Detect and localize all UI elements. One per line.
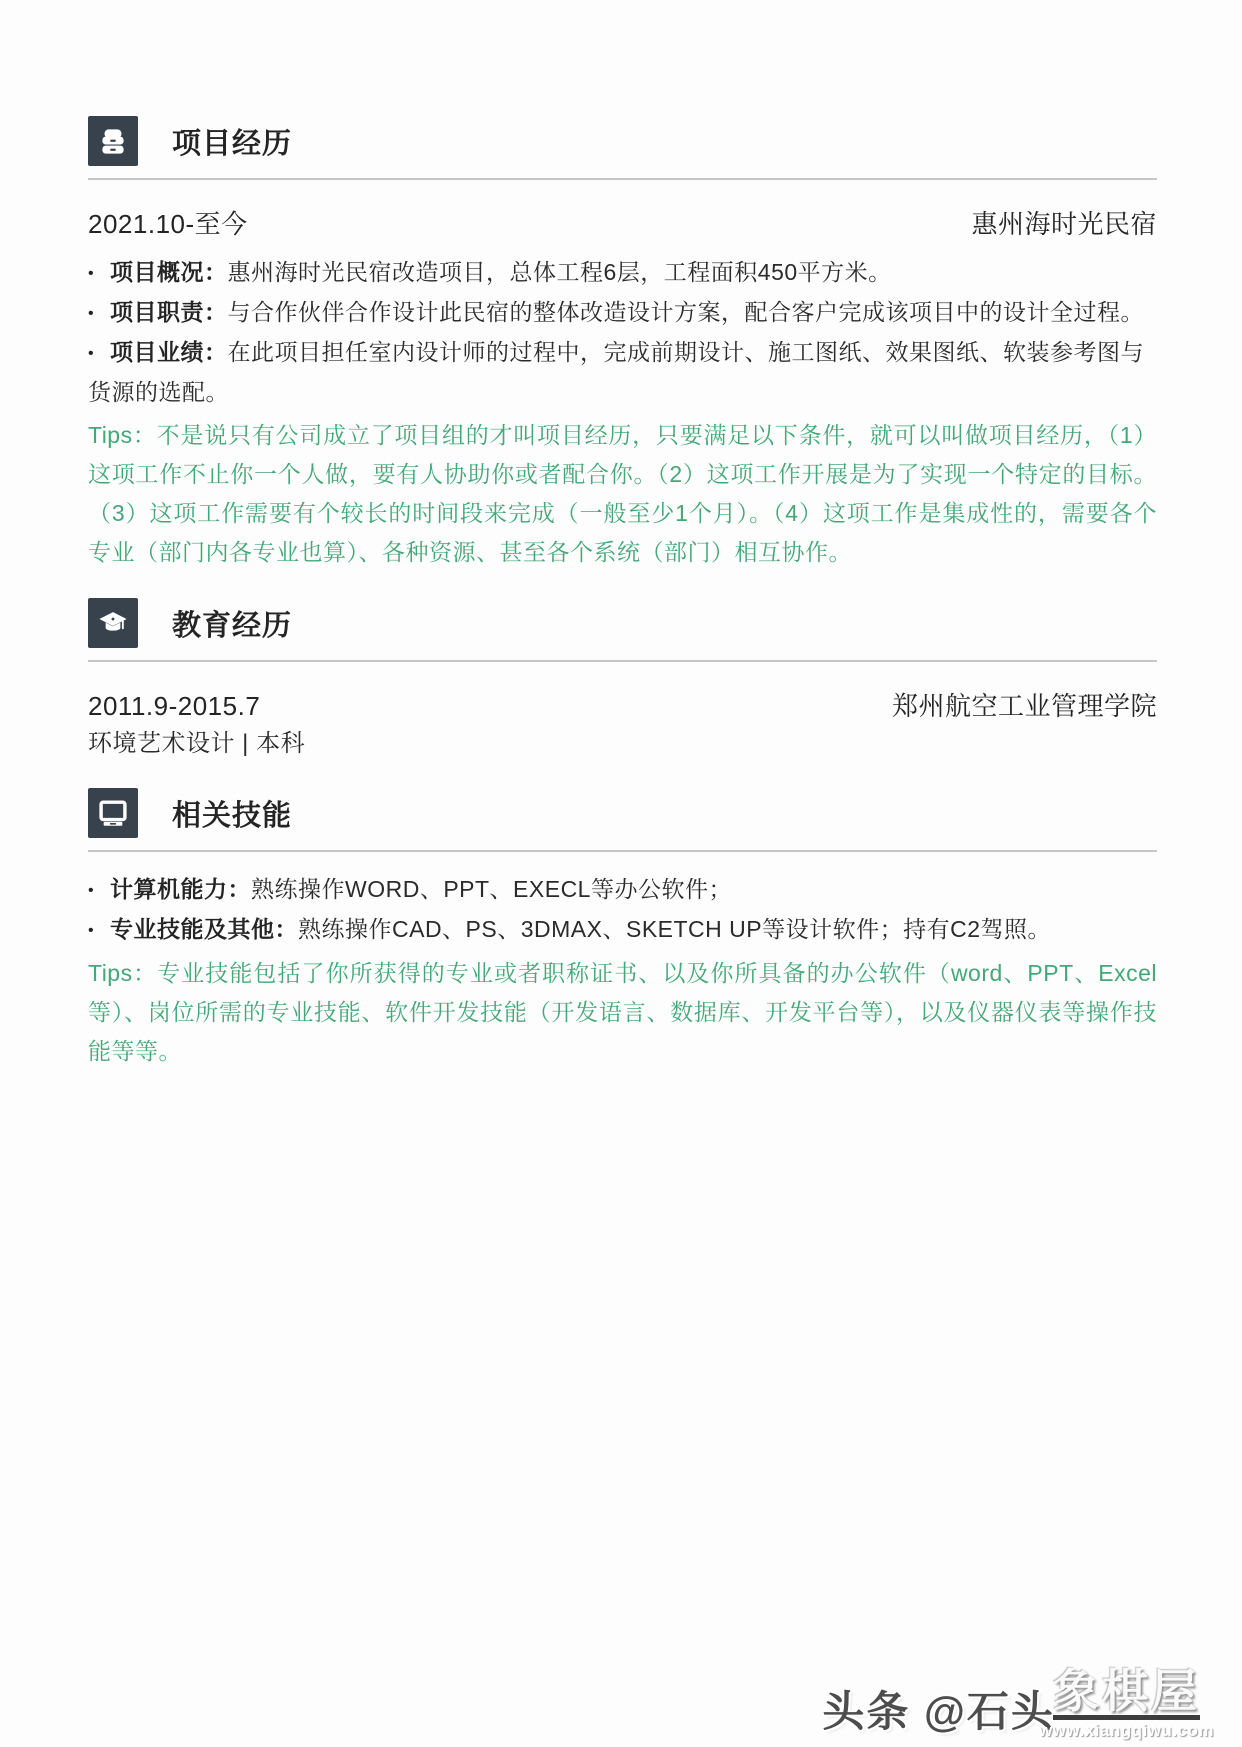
education-icon-box	[88, 598, 138, 648]
project-icon-box	[88, 116, 138, 166]
bullet-label: 专业技能及其他：	[110, 916, 298, 942]
project-company: 惠州海时光民宿	[971, 209, 1157, 239]
education-school: 郑州航空工业管理学院	[891, 691, 1157, 721]
project-section-divider	[88, 178, 1157, 180]
bullet-text: 惠州海时光民宿改造项目，总体工程6层，工程面积450平方米。	[227, 259, 892, 285]
skills-section-title: 相关技能	[172, 799, 293, 832]
watermark-brand: 象棋屋	[1053, 1668, 1200, 1720]
education-section-header	[88, 598, 1157, 648]
project-section-header	[88, 116, 1157, 166]
project-bullet-achievement	[88, 333, 1157, 412]
bullet-text: 熟练操作CAD、PS、3DMAX、SKETCH UP等设计软件；持有C2驾照。	[298, 916, 1052, 942]
skills-bullet-professional	[88, 910, 1157, 950]
bullet-dot: •	[88, 305, 95, 322]
project-bullets	[88, 253, 1157, 412]
bullet-text: 在此项目担任室内设计师的过程中，完成前期设计、施工图纸、效果图纸、软装参考图与货源的选配。	[88, 339, 1144, 405]
watermark-brand-stack	[1038, 1665, 1214, 1741]
skills-bullet-computer	[88, 870, 1157, 910]
project-bullet-overview	[88, 253, 1157, 293]
bullet-text: 与合作伙伴合作设计此民宿的整体改造设计方案，配合客户完成该项目中的设计全过程。	[227, 299, 1144, 325]
education-date: 2011.9-2015.7	[88, 691, 261, 721]
project-date: 2021.10-至今	[88, 209, 248, 239]
project-bullet-duty	[88, 293, 1157, 333]
skills-icon-box	[88, 788, 138, 838]
bullet-dot: •	[88, 265, 95, 282]
bullet-label: 项目业绩：	[110, 339, 228, 365]
skills-tips: Tips：专业技能包括了你所获得的专业或者职称证书、以及你所具备的办公软件（word、PPT、Excel等）、岗位所需的专业技能、软件开发技能（开发语言、数据库、开发平台等），以及仪器仪表等操作技能等等。	[88, 960, 1157, 1064]
education-major-degree: 环境艺术设计 | 本科	[88, 730, 306, 757]
education-section-title: 教育经历	[172, 609, 293, 642]
skills-bullets	[88, 870, 1157, 950]
bullet-dot: •	[88, 922, 95, 939]
project-section-title: 项目经历	[172, 127, 293, 160]
watermark-url: www.xiangqiwu.com	[1038, 1721, 1214, 1740]
bullet-text: 熟练操作WORD、PPT、EXECL等办公软件；	[251, 876, 732, 902]
watermark-prefix: 头条 @石头	[822, 1687, 1055, 1735]
bullet-label: 项目概况：	[110, 259, 228, 285]
skills-section-divider	[88, 850, 1157, 852]
watermark	[822, 1665, 1214, 1745]
bullet-dot: •	[88, 882, 95, 899]
graduation-cap-icon	[96, 606, 130, 640]
project-tips: Tips：不是说只有公司成立了项目组的才叫项目经历，只要满足以下条件，就可以叫做项目经历，（1）这项工作不止你一个人做，要有人协助你或者配合你。（2）这项工作开展是为了实现一个特定的目标。（3）这项工作需要有个较长的时间段来完成（一般至少1个月）。（4）这项工作是集成性的，需要各个专业（部门内各专业也算）、各种资源、甚至各个系统（部门）相互协作。	[88, 422, 1157, 565]
education-entry-row	[88, 686, 1157, 723]
education-section-divider	[88, 660, 1157, 662]
computer-icon	[96, 796, 130, 830]
resume-content	[0, 116, 1242, 1071]
bullet-dot: •	[88, 345, 95, 362]
skills-section-header	[88, 788, 1157, 838]
bullet-label: 项目职责：	[110, 299, 228, 325]
archive-drawer-icon	[96, 124, 130, 158]
project-entry-row	[88, 204, 1157, 241]
bullet-label: 计算机能力：	[110, 876, 251, 902]
